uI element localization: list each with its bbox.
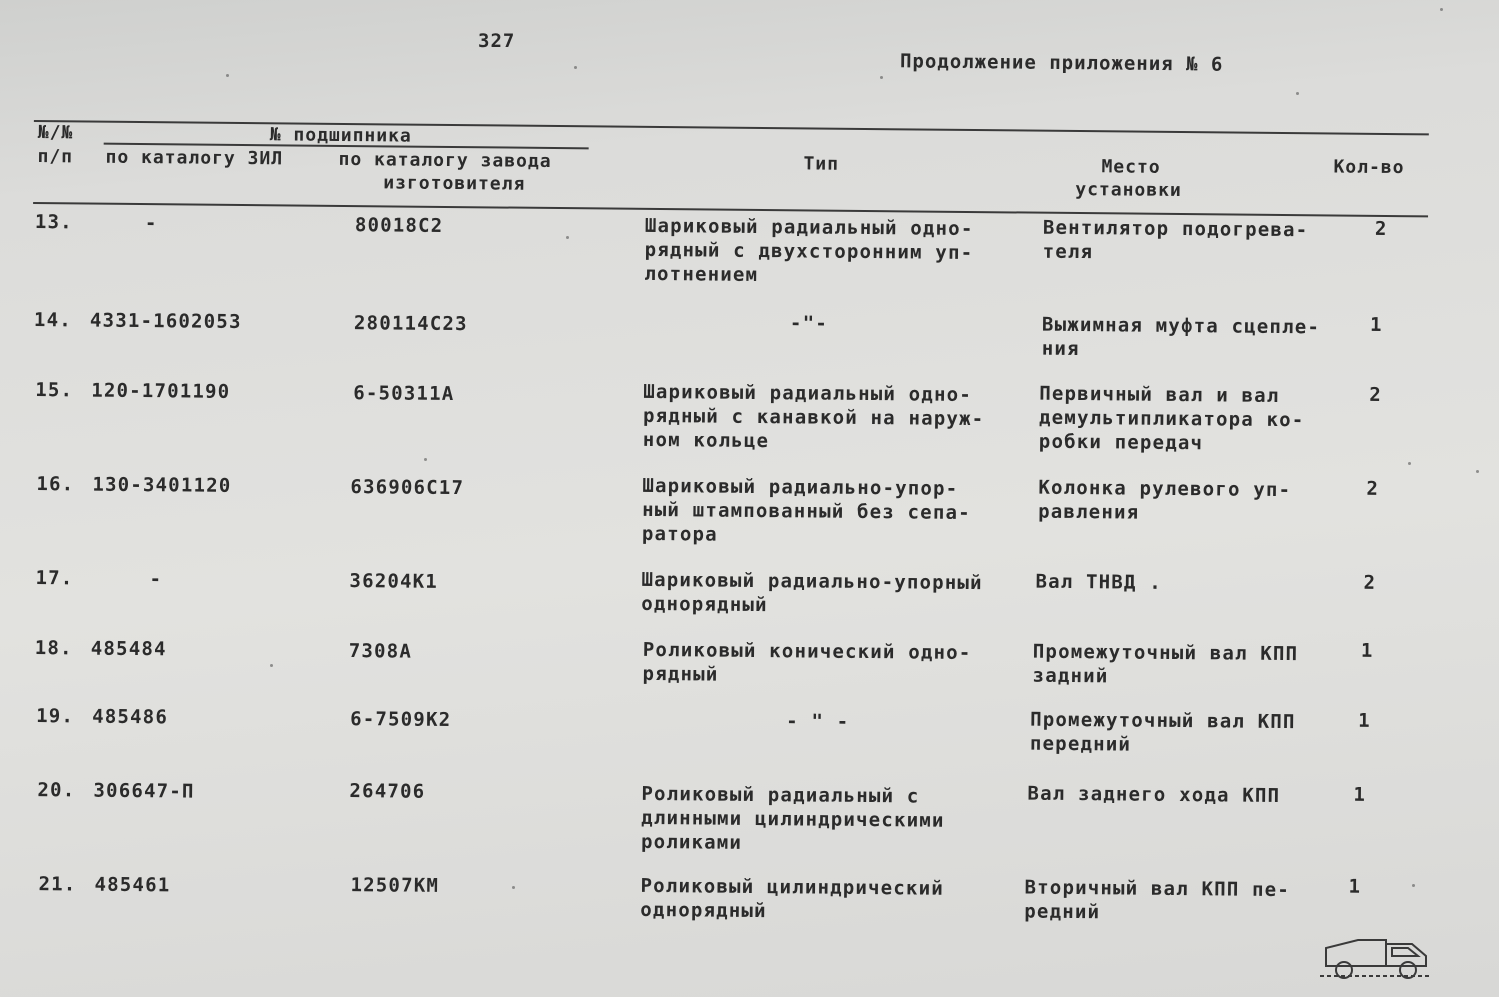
bearing-type-line: лотнением [644, 262, 759, 286]
header-place-line2: установки [1075, 178, 1182, 202]
row-number: 21. [38, 873, 77, 896]
bearing-type-line: однорядный [641, 592, 768, 617]
row-number: 13. [34, 211, 73, 234]
quantity: 2 [1374, 217, 1388, 240]
maker-number: 80018С2 [354, 214, 444, 237]
scan-speck [512, 886, 515, 889]
place-line: Вентилятор подогрева- [1042, 216, 1309, 242]
header-zil-catalog: по каталогу ЗИЛ [105, 146, 284, 170]
zil-number: 485484 [90, 637, 167, 661]
maker-number: 264706 [349, 780, 426, 803]
place-line: Колонка рулевого уп- [1038, 476, 1292, 502]
scan-speck [574, 66, 577, 69]
bearing-type-line: длинными цилиндрическими [641, 806, 945, 832]
bearing-type-line: ном кольце [642, 428, 770, 453]
header-type: Тип [803, 153, 840, 175]
place-line: демультипликатора ко- [1038, 406, 1305, 432]
header-num-bottom: п/п [37, 146, 74, 168]
quantity: 2 [1363, 571, 1377, 594]
place-line: равления [1038, 500, 1140, 524]
place-line: теля [1042, 240, 1094, 264]
scan-speck [1296, 92, 1299, 95]
header-place-line1: Место [1101, 156, 1161, 178]
place-line: ния [1041, 337, 1080, 361]
bearing-type-line: однорядный [640, 898, 767, 923]
quantity: 2 [1369, 383, 1383, 406]
table-top-rule [34, 120, 1429, 135]
row-number: 19. [36, 705, 75, 728]
scan-speck [424, 458, 427, 461]
zil-number: 130-3401120 [92, 473, 232, 497]
bearing-type-line: роликами [640, 830, 743, 854]
header-bearing-group: № подшипника [269, 124, 412, 147]
bearing-type-line: ратора [641, 522, 718, 546]
place-line: задний [1032, 664, 1109, 688]
scan-speck [566, 236, 569, 239]
maker-number: 7308А [348, 640, 413, 663]
bearing-type-line: -"- [789, 312, 829, 335]
quantity: 1 [1358, 709, 1371, 732]
maker-number: 6-7509К2 [350, 708, 452, 732]
place-line: Промежуточный вал КПП [1032, 640, 1299, 666]
place-line: Выжимная муфта сцепле- [1041, 313, 1321, 339]
bearing-type-line: - " - [786, 710, 850, 733]
continuation-title: Продолжение приложения № 6 [899, 50, 1224, 76]
maker-number: 12507КМ [350, 874, 440, 897]
bearing-type-line: Шариковый радиальный одно- [643, 380, 973, 407]
place-line: Первичный вал и вал [1039, 382, 1280, 407]
scan-speck [880, 76, 883, 79]
place-line: Вторичный вал КПП пе- [1024, 876, 1291, 902]
page-number: 327 [478, 30, 516, 52]
scan-speck [1440, 8, 1443, 11]
header-maker-catalog-line1: по каталогу завода [338, 148, 552, 172]
bearing-table [33, 110, 1434, 924]
quantity: 1 [1348, 875, 1362, 898]
scan-speck [1476, 470, 1479, 473]
bearing-type-line: Роликовый радиальный с [641, 782, 920, 808]
bearing-type-line: Роликовый цилиндрический [640, 874, 945, 900]
header-num-top: №/№ [37, 122, 74, 144]
bearing-type-line: рядный с канавкой на наруж- [642, 404, 985, 431]
row-number: 16. [36, 473, 75, 496]
zil-number: - [144, 212, 158, 235]
zil-number: 485461 [94, 873, 171, 897]
header-maker-catalog-line2: изготовителя [383, 172, 526, 195]
place-line: Промежуточный вал КПП [1030, 708, 1296, 734]
zil-number: 485486 [92, 705, 169, 729]
quantity: 1 [1353, 783, 1367, 806]
scan-speck [226, 74, 229, 77]
row-number: 17. [35, 567, 74, 590]
row-number: 15. [35, 379, 74, 402]
bearing-type-line: ный штампованный без сепа- [642, 498, 971, 525]
scan-speck [270, 664, 273, 667]
row-number: 20. [37, 779, 76, 802]
zil-number: 4331-1602053 [89, 309, 242, 334]
place-line: редний [1024, 900, 1101, 924]
bearing-type-line: Шариковый радиальный одно- [644, 214, 974, 241]
place-line: Вал ТНВД . [1035, 570, 1163, 594]
row-number: 18. [34, 637, 73, 660]
zil-number: 120-1701190 [91, 379, 231, 403]
scan-speck [1408, 462, 1411, 465]
bearing-type-line: рядный [642, 662, 719, 686]
place-line: передний [1029, 732, 1132, 756]
bearing-type-line: Роликовый конический одно- [642, 638, 972, 665]
bearing-type-line: рядный с двухсторонним уп- [644, 238, 974, 265]
bearing-type-line: Шариковый радиально-упор- [642, 474, 959, 500]
scan-speck [1412, 884, 1415, 887]
zil-number: 306647-П [93, 779, 195, 803]
header-qty: Кол-во [1333, 156, 1405, 179]
maker-number: 636906С17 [350, 476, 465, 500]
bearing-type-line: Шариковый радиально-упорный [641, 568, 983, 595]
row-number: 14. [33, 309, 73, 332]
place-line: Вал заднего хода КПП [1027, 782, 1281, 807]
quantity: 1 [1360, 639, 1374, 662]
place-line: робки передач [1038, 430, 1204, 455]
truck-stamp-icon [1316, 918, 1436, 988]
maker-number: 280114С23 [353, 312, 468, 336]
quantity: 2 [1366, 477, 1380, 500]
maker-number: 6-50311А [353, 382, 455, 406]
maker-number: 36204К1 [349, 570, 439, 593]
quantity: 1 [1369, 313, 1383, 336]
zil-number: - [149, 568, 163, 591]
